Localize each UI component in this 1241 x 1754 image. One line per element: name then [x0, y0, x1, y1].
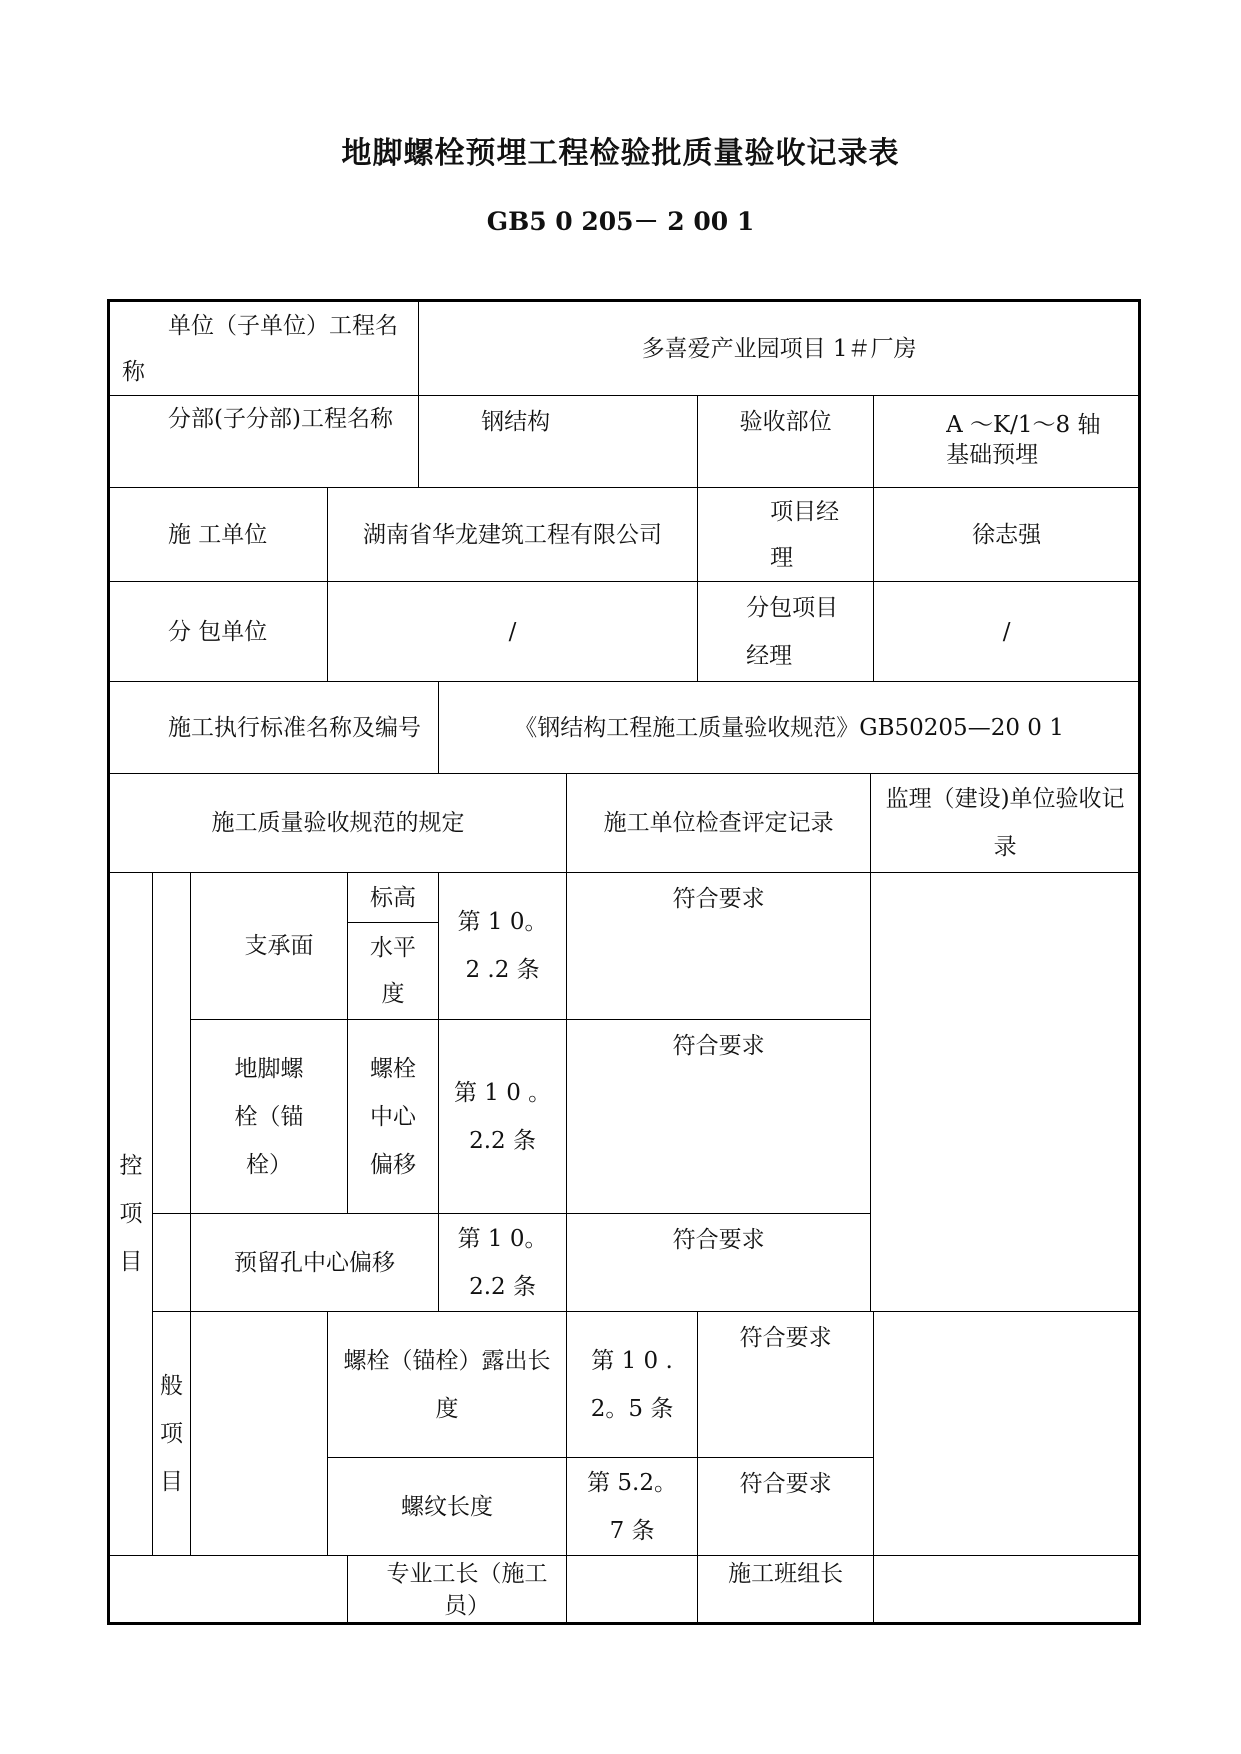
unit-project-value: 多喜爱产业园项目 1＃厂房	[419, 301, 1140, 396]
main-item-3-result: 符合要求	[567, 1214, 871, 1312]
main-control-group-label	[109, 873, 153, 1556]
main-item-2-sub-text: 螺栓中心偏移	[370, 1055, 417, 1178]
main-item-2-result: 符合要求	[567, 1020, 871, 1214]
project-manager-value: 徐志强	[874, 488, 1140, 582]
page-title: 地脚螺栓预埋工程检验批质量验收记录表	[341, 136, 900, 171]
main-item-1-name	[191, 873, 348, 1020]
exec-standard-value: 《钢结构工程施工质量验收规范》GB50205—20 0 1	[439, 682, 1140, 774]
main-control-group-text: 控项目	[119, 1153, 143, 1275]
team-leader-signature-cell	[874, 1556, 1140, 1624]
acceptance-part-label: 验收部位	[698, 396, 874, 488]
project-manager-label: 项目经理	[698, 488, 874, 582]
general-item-2-result: 符合要求	[698, 1458, 874, 1556]
general-item-1-result: 符合要求	[698, 1312, 874, 1458]
subcontractor-row	[109, 582, 1140, 682]
main-item-1-sub-2-text: 水平度	[370, 934, 417, 1007]
acceptance-part-value: A ～K/1～8 轴基础预埋	[874, 396, 1140, 488]
main-item-1-sub-2	[348, 923, 439, 1020]
exec-standard-row	[109, 682, 1140, 774]
subcontractor-label: 分 包单位	[109, 582, 328, 682]
contractor-check-column-header: 施工单位检查评定记录	[567, 774, 871, 873]
contractor-row	[109, 488, 1140, 582]
sub-project-manager-label: 分包项目经理	[698, 582, 874, 682]
contractor-value: 湖南省华龙建筑工程有限公司	[328, 488, 698, 582]
subcontractor-value: /	[328, 582, 698, 682]
general-supervisor-cell	[874, 1312, 1140, 1556]
signature-row	[109, 1556, 1140, 1624]
unit-project-label: 单位（子单位）工程名称	[109, 301, 419, 396]
main-item-2-name-text: 地脚螺栓（锚栓）	[234, 1055, 304, 1178]
main-item-3-clause: 第 1 0。 2.2 条	[439, 1214, 567, 1312]
main-control-index-cell-3	[153, 1214, 191, 1312]
general-item-1-name: 螺栓（锚栓）露出长度	[328, 1312, 567, 1458]
main-item-3-name: 预留孔中心偏移	[191, 1214, 439, 1312]
main-item-2-clause: 第 1 0 。2.2 条	[439, 1020, 567, 1214]
main-control-item-1-row	[109, 873, 1140, 923]
team-leader-label: 施工班组长	[698, 1556, 874, 1624]
sub-project-value: 钢结构	[419, 396, 698, 488]
main-item-1-name-text: 支承面	[244, 933, 314, 959]
foreman-label: 专业工长（施工员）	[348, 1556, 567, 1624]
spec-column-header: 施工质量验收规范的规定	[109, 774, 567, 873]
exec-standard-label: 施工执行标准名称及编号	[109, 682, 439, 774]
main-control-supervisor-cell	[871, 873, 1140, 1312]
main-item-1-result: 符合要求	[567, 873, 871, 1020]
sub-project-label: 分部(子分部)工程名称	[109, 396, 419, 488]
inspection-record-table	[107, 299, 1141, 1625]
column-header-row	[109, 774, 1140, 873]
general-group-label	[153, 1312, 191, 1556]
general-item-2-clause: 第 5.2。 7 条	[567, 1458, 698, 1556]
general-group-text: 般项目	[159, 1372, 183, 1495]
sub-project-row	[109, 396, 1140, 488]
general-item-1-row	[109, 1312, 1140, 1458]
main-item-1-clause: 第 1 0。2 .2 条	[439, 873, 567, 1020]
standard-code: GB5 0 205－ 2 00 1	[486, 207, 755, 236]
foreman-signature-cell	[567, 1556, 698, 1624]
supervisor-record-column-header: 监理（建设)单位验收记录	[871, 774, 1140, 873]
general-index-cell	[191, 1312, 328, 1556]
main-control-index-cell	[153, 873, 191, 1214]
main-item-2-name	[191, 1020, 348, 1214]
main-item-1-sub-1: 标高	[348, 873, 439, 923]
general-item-1-clause: 第 1 0 . 2。5 条	[567, 1312, 698, 1458]
sub-project-manager-value: /	[874, 582, 1140, 682]
main-item-2-sub	[348, 1020, 439, 1214]
contractor-label: 施 工单位	[109, 488, 328, 582]
unit-project-row	[109, 301, 1140, 396]
signature-blank-1	[109, 1556, 348, 1624]
general-item-2-name: 螺纹长度	[328, 1458, 567, 1556]
